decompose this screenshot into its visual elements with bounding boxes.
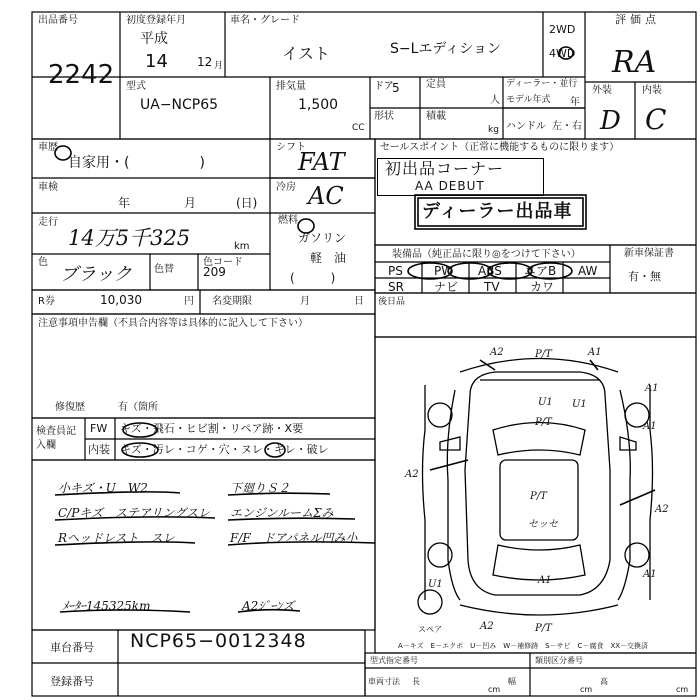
chassis-value: NCP65−0012348 xyxy=(130,630,307,652)
equip-sr: SR xyxy=(388,280,404,294)
equip-tv: TV xyxy=(484,280,500,294)
fw-text: キズ・飛石・ヒビ割・リペア跡・X要 xyxy=(120,422,304,435)
grade: S−Lエディション xyxy=(390,41,502,57)
aa-debut: AA DEBUT xyxy=(415,179,485,193)
interior-grade: C xyxy=(645,103,667,136)
category-label: 類別区分番号 xyxy=(535,656,583,665)
mark-rear-bumper-left: A2 xyxy=(480,621,494,632)
handle-label: ハンドル xyxy=(506,121,546,132)
mileage-label: 走行 xyxy=(38,217,58,228)
mark-left-rear: U1 xyxy=(428,579,443,590)
note-line2-right: エンジンルームΣみ xyxy=(230,506,334,520)
capacity-label: 定員 xyxy=(426,79,446,90)
lot-label: 出品番号 xyxy=(38,15,78,26)
interior-label: 内装 xyxy=(642,85,662,96)
year-value: 14 xyxy=(145,51,168,72)
mark-front-center: P/T xyxy=(535,349,552,360)
int-text: キズ・汚レ・コゲ・穴・ヌレ・キレ・破レ xyxy=(120,443,329,456)
color-code-label: 色コード xyxy=(203,257,243,268)
chassis-label: 車台番号 xyxy=(50,641,94,654)
kg-unit: kg xyxy=(488,125,499,135)
equip-ps: PS xyxy=(388,264,403,278)
mileage-value: 14万5千325 xyxy=(68,226,191,250)
fw-label: FW xyxy=(90,422,108,435)
score-label: 評価点 xyxy=(615,13,660,26)
note-bottom-left: ﾒｰﾀｰ145325km xyxy=(62,599,151,613)
height-label: 高 xyxy=(600,677,608,686)
length-label: 長 xyxy=(412,677,420,686)
spare-label: スペア xyxy=(418,625,442,634)
person-unit: 人 xyxy=(490,95,500,106)
mark-right-fender: U1 xyxy=(572,399,587,410)
name-change-label: 名変期限 xyxy=(212,296,252,307)
cc-unit: CC xyxy=(352,123,365,133)
doors-value: 5 xyxy=(392,81,400,95)
displacement-value: 1,500 xyxy=(298,97,339,113)
recycle-label: R券 xyxy=(38,296,55,307)
equip-airbag: エアB xyxy=(524,264,557,278)
exterior-grade: D xyxy=(600,106,621,136)
km-unit: km xyxy=(234,241,250,252)
later-items-label: 後日品 xyxy=(378,297,406,307)
type-value: UA−NCP65 xyxy=(140,97,219,113)
width-label: 幅 xyxy=(508,677,516,686)
month-value: 12 xyxy=(197,55,213,69)
displacement-label: 排気量 xyxy=(276,81,306,92)
repair-label: 修復歴 xyxy=(55,402,85,413)
mark-right-door: A2 xyxy=(655,504,669,515)
handle-options: 左・右 xyxy=(552,121,582,132)
type-label: 型式 xyxy=(126,81,146,92)
recycle-value: 10,030 xyxy=(100,293,142,307)
notes-label: 注意事項申告欄（不具合内容等は具体的に記入して下さい） xyxy=(38,318,308,329)
car-history-value: 自家用・( ) xyxy=(68,155,205,171)
mark-left-door: A2 xyxy=(405,469,419,480)
note-line1-left: 小キズ・U W2 xyxy=(58,481,148,495)
ac-value: AC xyxy=(308,182,344,210)
inspection-day: (日) xyxy=(236,196,258,210)
note-line3-right: F/F ドアパネル凹み小 xyxy=(230,531,358,545)
model-grade-label: 車名・グレード xyxy=(230,15,300,26)
selling-points-label: セールスポイント（正常に機能するものに限ります） xyxy=(380,142,620,153)
color-code-value: 209 xyxy=(203,265,226,279)
mark-right-front: A1 xyxy=(645,383,659,394)
month-unit: 月 xyxy=(214,61,224,71)
shape-label: 形状 xyxy=(374,111,394,122)
color-change-label: 色替 xyxy=(154,264,174,275)
equip-pw: PW xyxy=(434,264,454,278)
inspection-label: 車検 xyxy=(38,182,58,193)
yen-unit: 円 xyxy=(184,296,194,307)
first-reg-label: 初度登録年月 xyxy=(126,15,186,26)
inspection-year: 年 xyxy=(118,196,131,210)
inspector-label: 検査員記入欄 xyxy=(36,426,76,451)
mark-hood: U1 xyxy=(538,397,553,408)
int-label: 内装 xyxy=(88,443,110,456)
mark-hood-pt: P/T xyxy=(535,417,552,428)
equip-navi: ナビ xyxy=(434,280,459,294)
mark-right-rear: A1 xyxy=(643,569,657,580)
score-value: RA xyxy=(612,45,657,80)
first-listing: 初出品コーナー xyxy=(385,159,505,178)
load-label: 積載 xyxy=(426,111,446,122)
year-unit: 年 xyxy=(570,97,580,108)
designation-label: 型式指定番号 xyxy=(370,656,418,665)
dealer-label: ディーラー・並行 xyxy=(506,79,578,89)
equip-aw: AW xyxy=(578,264,598,278)
model-year-label: モデル年式 xyxy=(506,95,551,105)
doors-label: ドア xyxy=(374,81,394,92)
car-name: イスト xyxy=(282,44,330,63)
note-line3-left: Rヘッドレスト スレ xyxy=(58,531,175,545)
fuel-gasoline: ガソリン xyxy=(298,231,347,245)
era: 平成 xyxy=(140,31,168,47)
exterior-label: 外装 xyxy=(592,85,612,96)
mark-front-left: A2 xyxy=(490,347,504,358)
warranty-options: 有・無 xyxy=(628,270,661,283)
damage-legend: A－キズ E－エクボ U－凹み W－補修跡 S－サビ C－腐食 XX－交換済 xyxy=(398,642,649,650)
nc-month: 月 xyxy=(300,296,310,307)
dealer-stamp: ディーラー出品車 xyxy=(422,201,573,222)
equip-leather: カワ xyxy=(530,280,555,294)
nc-day: 日 xyxy=(354,296,364,307)
equipment-label: 装備品（純正品に限り◎をつけて下さい） xyxy=(392,249,581,260)
note-line2-left: C/Pキズ ステアリングスレ xyxy=(58,506,210,520)
drive-4wd: 4WD xyxy=(549,47,576,60)
vehicle-size-label: 車両寸法 xyxy=(368,677,400,686)
shift-value: FAT xyxy=(298,148,345,176)
fuel-label: 燃料 xyxy=(278,215,298,226)
cm-unit-3: cm xyxy=(676,685,689,694)
inspection-month: 月 xyxy=(184,196,197,210)
mark-front-right: A1 xyxy=(588,347,602,358)
color-label: 色 xyxy=(38,257,48,268)
repair-value: 有（箇所 xyxy=(118,402,158,413)
mark-roof-note: セッセ xyxy=(528,519,558,530)
mark-roof-pt: P/T xyxy=(530,491,547,502)
ac-label: 冷房 xyxy=(276,182,296,193)
lot-number: 2242 xyxy=(48,60,115,90)
note-line1-right: 下廻りＳ２ xyxy=(230,481,291,495)
drive-2wd: 2WD xyxy=(549,23,576,36)
cm-unit-1: cm xyxy=(488,685,501,694)
cm-unit-2: cm xyxy=(580,685,593,694)
fuel-diesel: 軽 油 xyxy=(310,251,347,265)
car-history-label: 車歴 xyxy=(38,142,58,153)
mark-rear: A1 xyxy=(538,575,552,586)
mark-right-mirror: A1 xyxy=(643,421,657,432)
warranty-label: 新車保証書 xyxy=(624,248,674,259)
note-bottom-right: A2ｼﾞｰﾝズ xyxy=(242,599,295,613)
mark-rear-bumper-pt: P/T xyxy=(535,623,552,634)
reg-label: 登録番号 xyxy=(50,675,94,688)
shift-label: シフト xyxy=(276,142,306,153)
fuel-paren: ( ) xyxy=(290,271,336,285)
color-value: ブラック xyxy=(60,264,132,285)
equip-abs: ABS xyxy=(478,264,502,278)
